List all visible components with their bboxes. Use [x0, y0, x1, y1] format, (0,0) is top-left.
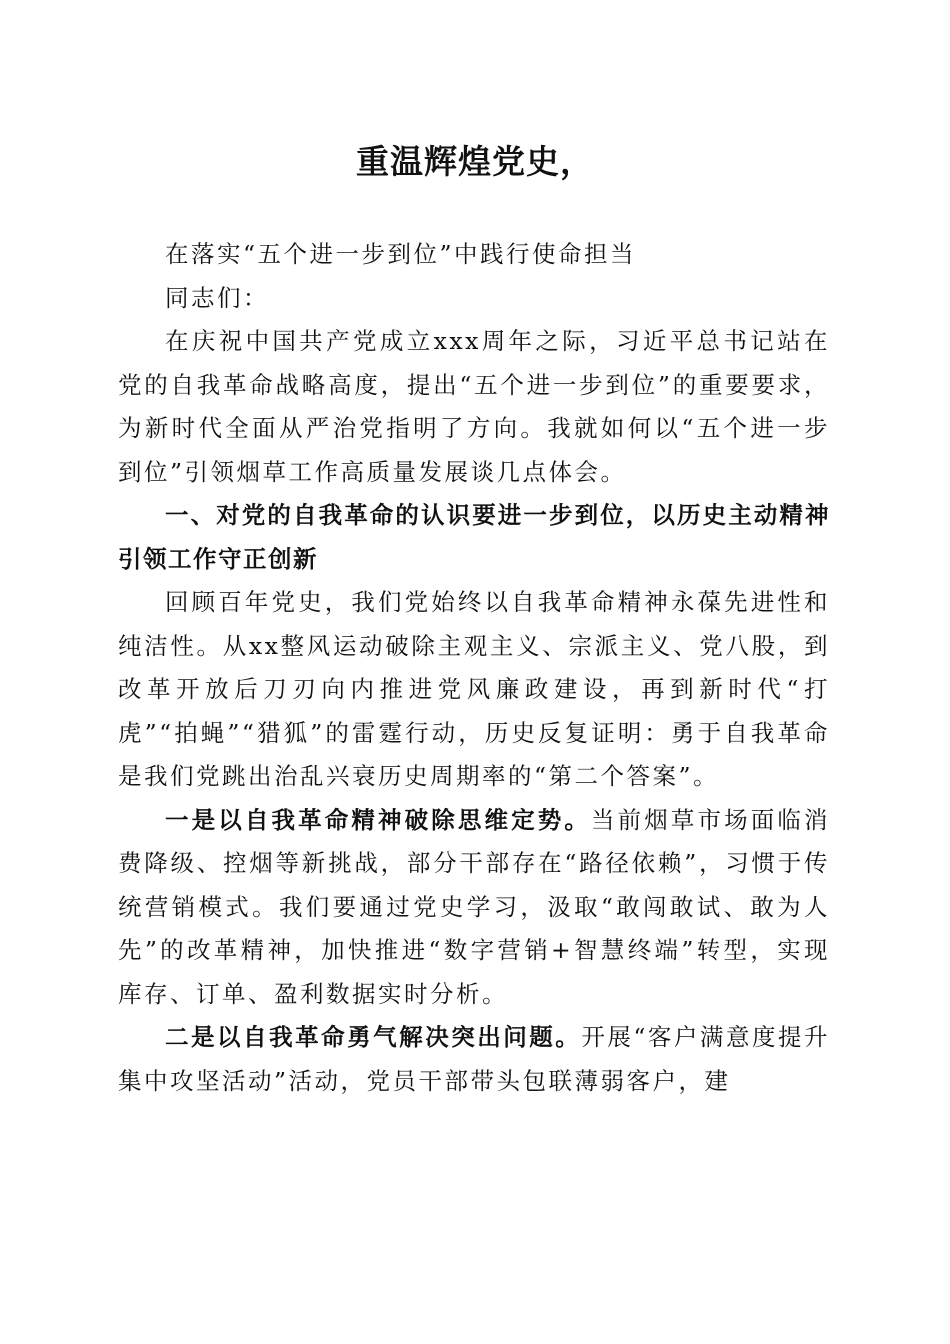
document-body	[118, 233, 830, 1103]
point-1-paragraph	[118, 799, 830, 1017]
document-title: 重温辉煌党史，	[356, 142, 594, 181]
salutation: 同志们：	[165, 283, 269, 312]
point-1-text: 当前烟草市场面临消费降级、控烟等新挑战，部分干部存在“路径依赖”，习惯于传统营销模式。我们要通过党史学习，汲取“敢闯敢试、敢为人先”的改革精神，加快推进“数字营销+智慧终端”转型，实现库存、订单、盈利数据实时分析。	[118, 805, 830, 1008]
point-2-text: 开展“客户满意度提升集中攻坚活动”活动，党员干部带头包联薄弱客户，建	[118, 1023, 831, 1095]
document-subtitle: 在落实“五个进一步到位”中践行使命担当	[165, 240, 637, 268]
point-1-lead: 一是以自我革命精神破除思维定势。	[165, 805, 591, 834]
point-2-lead: 二是以自我革命勇气解决突出问题。	[165, 1023, 582, 1051]
section-1-paragraph: 回顾百年党史，我们党始终以自我革命精神永葆先进性和纯洁性。从xx整风运动破除主观主义、宗派主义、党八股，到改革开放后刀刃向内推进党风廉政建设，再到新时代“打虎”“拍蝇”“猎狐”的雷霆行动，历史反复证明：勇于自我革命是我们党跳出治乱兴衰历史周期率的“第二个答案”。	[118, 588, 830, 790]
intro-paragraph: 在庆祝中国共产党成立xxx周年之际，习近平总书记站在党的自我革命战略高度，提出“五个进一步到位”的重要要求，为新时代全面从严治党指明了方向。我就如何以“五个进一步到位”引领烟草工作高质量发展谈几点体会。	[118, 327, 830, 486]
point-2-paragraph	[118, 1016, 830, 1103]
section-heading-1: 一、对党的自我革命的认识要进一步到位，以历史主动精神引领工作守正创新	[118, 501, 830, 573]
